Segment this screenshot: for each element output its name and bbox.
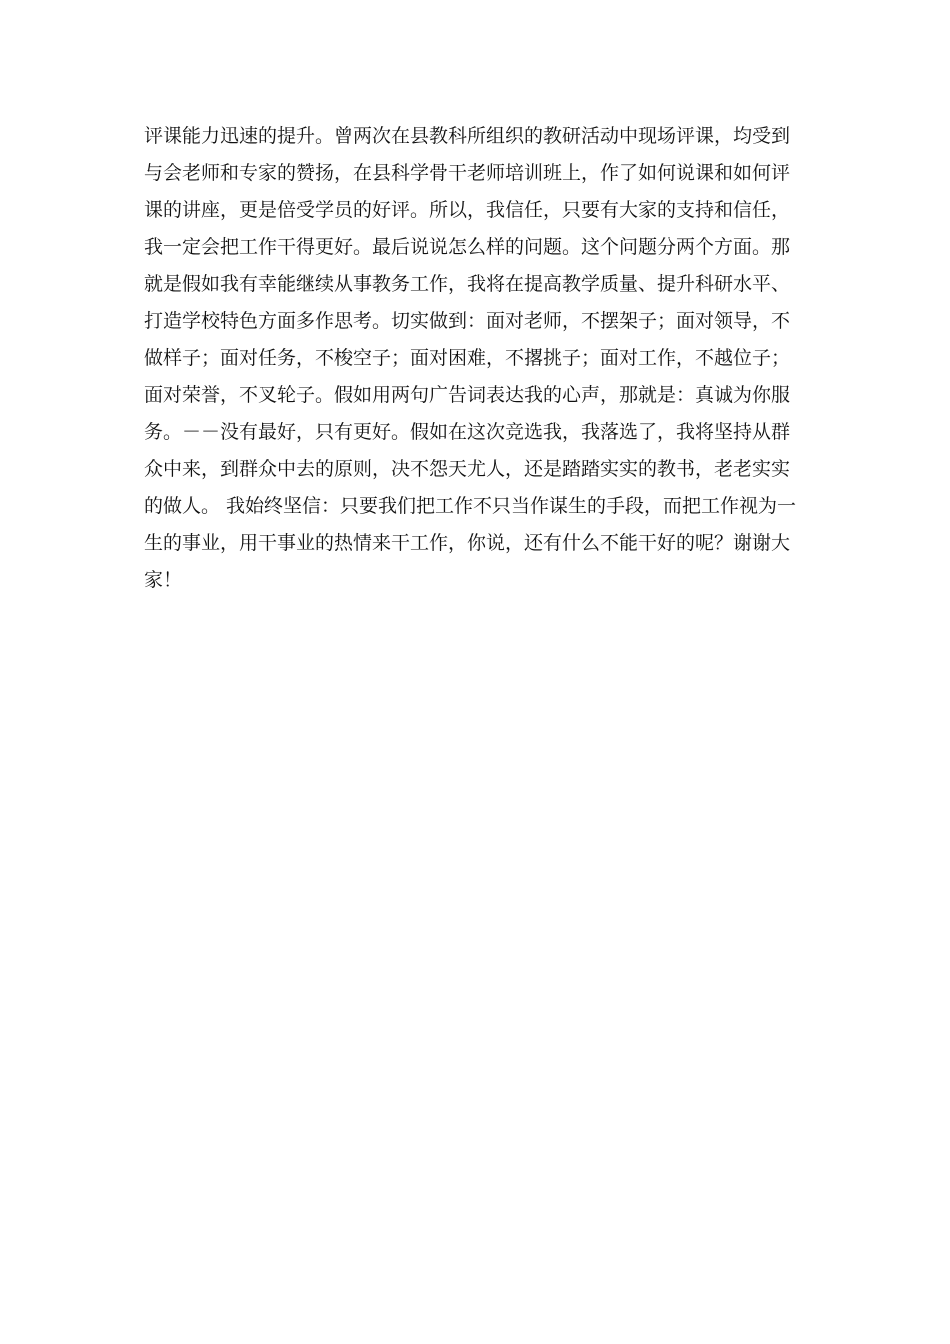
text-line-3: 课的讲座，更是倍受学员的好评。所以，我信任，只要有大家的支持和信任， — [144, 199, 791, 221]
text-line-5: 就是假如我有幸能继续从事教务工作，我将在提高教学质量、提升科研水平、 — [144, 273, 791, 295]
text-line-2: 与会老师和专家的赞扬，在县科学骨干老师培训班上，作了如何说课和如何评 — [144, 162, 791, 184]
text-line-10: 众中来，到群众中去的原则，决不怨天尤人，还是踏踏实实的教书，老老实实 — [144, 458, 791, 480]
text-line-4: 我一定会把工作干得更好。最后说说怎么样的问题。这个问题分两个方面。那 — [144, 236, 791, 258]
text-line-13: 家！ — [144, 569, 183, 591]
body-text — [144, 118, 810, 599]
text-line-7: 做样子；面对任务，不梭空子；面对困难，不撂挑子；面对工作，不越位子； — [144, 347, 791, 369]
text-line-6: 打造学校特色方面多作思考。切实做到：面对老师，不摆架子；面对领导，不 — [144, 310, 791, 332]
text-line-9: 务。－－没有最好，只有更好。假如在这次竞选我，我落选了，我将坚持从群 — [144, 421, 791, 443]
text-line-1: 评课能力迅速的提升。曾两次在县教科所组织的教研活动中现场评课，均受到 — [144, 125, 791, 147]
text-line-8: 面对荣誉，不叉轮子。假如用两句广告词表达我的心声，那就是：真诚为你服 — [144, 384, 791, 406]
text-line-11: 的做人。 我始终坚信：只要我们把工作不只当作谋生的手段，而把工作视为一 — [144, 495, 797, 517]
text-line-12: 生的事业，用干事业的热情来干工作，你说，还有什么不能干好的呢？谢谢大 — [144, 532, 791, 554]
